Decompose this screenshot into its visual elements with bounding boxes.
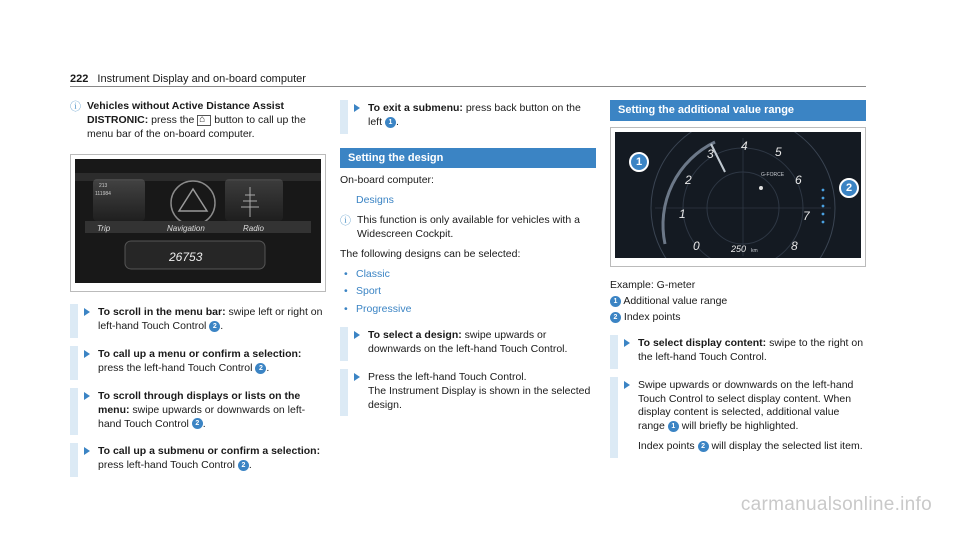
step-arrow-icon — [624, 339, 630, 347]
odo-top-label: 213 — [99, 182, 108, 189]
badge-2: 2 — [192, 418, 203, 429]
menu-radio-label: Radio — [243, 223, 264, 233]
design-option-classic[interactable]: • Classic — [340, 268, 596, 282]
note-distronic: ⓘ Vehicles without Active Distance Assist DISTRONIC: press the ⌂ button to call up the menu bar of the on-board computer. — [70, 100, 326, 142]
step-swipe-display-content: Swipe upwards or downwards on the left-hand Touch Control to select display content. When display content is selected, additional value range 1 will briefly be highlighted. Index points 2 will display the selected list item. — [610, 377, 866, 458]
info-icon: ⓘ — [340, 214, 351, 227]
design-option-progressive[interactable]: • Progressive — [340, 303, 596, 317]
gauge-tick-6: 6 — [795, 172, 802, 187]
gauge-tick-2: 2 — [685, 172, 692, 187]
step-exit-submenu: To exit a submenu: press back button on the left 1 . — [340, 100, 596, 134]
section-heading-value-range: Setting the additional value range — [610, 100, 866, 121]
step-arrow-icon — [354, 104, 360, 112]
step-press-touch-control: Press the left-hand Touch Control. The Instrument Display is shown in the selected design. — [340, 369, 596, 417]
dashboard-menu-illustration — [75, 159, 321, 283]
gmeter-gauge-illustration — [615, 132, 861, 258]
column-3 — [610, 100, 866, 466]
gauge-speed: 250 — [731, 243, 747, 254]
section-heading-design: Setting the design — [340, 148, 596, 169]
menu-bar-image — [70, 154, 326, 293]
design-option-sport[interactable]: • Sport — [340, 285, 596, 299]
step-arrow-icon — [624, 381, 630, 389]
badge-1: 1 — [668, 421, 679, 432]
odo-sub-label: 111984 — [95, 190, 111, 197]
gauge-tick-4: 4 — [741, 138, 748, 153]
step-call-up-menu: To call up a menu or confirm a selection: press the left-hand Touch Control 2 . — [70, 346, 326, 380]
step-scroll-menu-bar: To scroll in the menu bar: swipe left or right on left-hand Touch Control 2 . — [70, 304, 326, 338]
legend-item-2: 2 Index points — [610, 311, 866, 325]
gauge-tick-1: 1 — [679, 206, 686, 221]
page-title: Instrument Display and on-board computer — [97, 73, 306, 85]
watermark: carmanualsonline.info — [740, 493, 932, 515]
menu-navigation-label: Navigation — [167, 223, 205, 233]
step-select-design: To select a design: swipe upwards or downwards on the left-hand Touch Control. — [340, 327, 596, 361]
callout-2: 2 — [839, 178, 859, 198]
page-number: 222 — [70, 73, 89, 85]
header-divider — [70, 86, 866, 87]
column-2 — [340, 100, 596, 424]
step-select-display-content: To select display content: swipe to the right on the left-hand Touch Control. — [610, 335, 866, 369]
step-arrow-icon — [84, 308, 90, 316]
badge-2: 2 — [698, 441, 709, 452]
badge-1: 1 — [385, 117, 396, 128]
badge-2: 2 — [209, 321, 220, 332]
designs-menu-path[interactable]: Designs — [356, 194, 394, 207]
gauge-unit: km — [751, 247, 758, 254]
odometer-value: 26753 — [169, 249, 203, 264]
legend-item-1: 1 Additional value range — [610, 295, 866, 309]
gauge-tick-8: 8 — [791, 238, 798, 253]
step-arrow-icon — [354, 331, 360, 339]
badge-2: 2 — [255, 363, 266, 374]
badge-2: 2 — [238, 460, 249, 471]
step-arrow-icon — [84, 350, 90, 358]
image-caption: Example: G-meter — [610, 279, 696, 292]
note-title: Vehicles without Active Distance Assist DISTRONIC: — [87, 100, 285, 126]
gauge-tick-3: 3 — [707, 146, 714, 161]
designs-intro: The following designs can be selected: — [340, 247, 521, 260]
gforce-label: G-FORCE — [761, 171, 785, 178]
step-arrow-icon — [354, 373, 360, 381]
callout-1: 1 — [629, 152, 649, 172]
gauge-tick-5: 5 — [775, 144, 782, 159]
step-scroll-displays: To scroll through displays or lists on the menu: swipe upwards or downwards on left-hand Touch Control 2 . — [70, 388, 326, 436]
home-button-icon — [197, 115, 211, 126]
step-call-up-submenu: To call up a submenu or confirm a selection: press left-hand Touch Control 2 . — [70, 443, 326, 477]
step-arrow-icon — [84, 447, 90, 455]
gauge-tick-0: 0 — [693, 238, 700, 253]
menu-trip-label: Trip — [97, 223, 111, 233]
onboard-label: On-board computer: — [340, 174, 434, 187]
gauge-tick-7: 7 — [803, 208, 810, 223]
note-widescreen: ⓘ This function is only available for vehicles with a Widescreen Cockpit. — [340, 213, 580, 240]
column-1 — [70, 100, 326, 485]
designs-list — [340, 268, 596, 318]
page-header — [70, 72, 306, 87]
step-arrow-icon — [84, 392, 90, 400]
info-icon: ⓘ — [70, 101, 81, 113]
gmeter-image — [610, 127, 866, 268]
